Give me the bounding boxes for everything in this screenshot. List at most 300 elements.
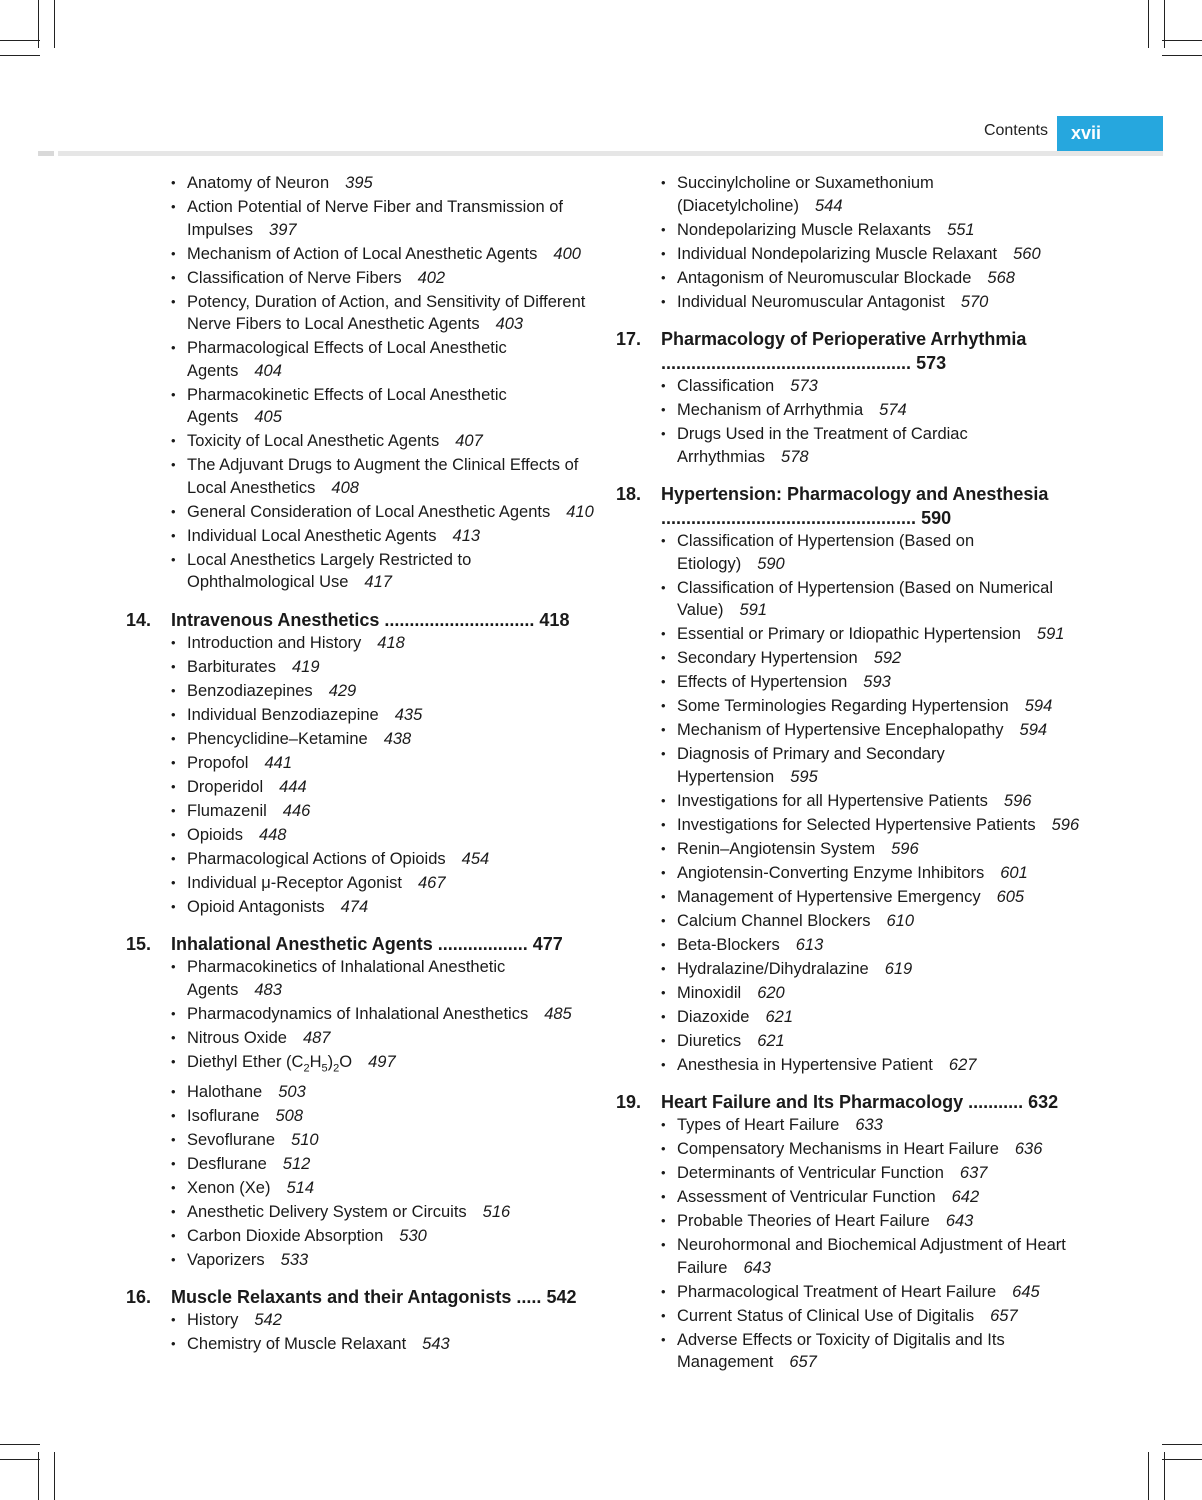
- bullet-icon: •: [661, 746, 666, 761]
- bullet-icon: •: [171, 778, 176, 794]
- toc-item-title: Pharmacokinetic Effects of Local Anesthetic Agents: [187, 385, 507, 426]
- bullet-icon: •: [661, 175, 666, 190]
- toc-item-title: Angiotensin-Converting Enzyme Inhibitors: [677, 863, 985, 882]
- toc-item: [661, 1305, 1086, 1328]
- chapter-heading: [616, 482, 1086, 530]
- toc-item-title: Carbon Dioxide Absorption: [187, 1226, 384, 1245]
- bullet-icon: •: [171, 658, 176, 674]
- toc-item-title: Anesthesia in Hypertensive Patient: [677, 1055, 933, 1074]
- bullet-icon: •: [661, 533, 666, 548]
- toc-item-page: 510: [291, 1130, 319, 1149]
- bullet-icon: •: [171, 199, 176, 214]
- toc-item: [171, 1309, 596, 1332]
- toc-item-page: 405: [254, 408, 282, 426]
- toc-item: [661, 934, 1086, 957]
- toc-item-title: Secondary Hypertension: [677, 649, 858, 667]
- toc-item-page: 595: [790, 767, 818, 786]
- toc-item-page: 570: [960, 292, 989, 311]
- toc-item-title: Individual Neuromuscular Antagonist: [677, 292, 945, 311]
- toc-item-page: 454: [461, 849, 490, 868]
- toc-item-title: Individual μ-Receptor Agonist: [187, 873, 402, 892]
- bullet-icon: •: [661, 650, 666, 665]
- chapter-number: 17.: [616, 329, 642, 349]
- toc-item-page: 403: [495, 315, 524, 333]
- bullet-icon: •: [661, 840, 666, 856]
- toc-item: [661, 530, 1086, 575]
- toc-item-title: The Adjuvant Drugs to Augment the Clinical Effects of Local Anesthetics: [187, 456, 579, 497]
- chapter-leader-dots: ...................................................: [661, 508, 922, 528]
- toc-item-title: Minoxidil: [677, 983, 742, 1002]
- bullet-icon: •: [171, 269, 176, 285]
- toc-item: [661, 814, 1086, 837]
- toc-item-title: Barbiturates: [187, 657, 276, 676]
- toc-item-page: 596: [1003, 791, 1032, 810]
- toc-item-page: 429: [328, 681, 357, 700]
- toc-item-page: 438: [383, 729, 412, 748]
- crop-mark: [1148, 1452, 1149, 1500]
- bullet-icon: •: [661, 245, 666, 261]
- crop-mark: [0, 1444, 40, 1445]
- left-column: [126, 172, 596, 1357]
- header-rule: [58, 151, 1163, 156]
- bullet-icon: •: [661, 579, 666, 595]
- toc-item-page: 435: [394, 705, 423, 724]
- toc-item-title: Potency, Duration of Action, and Sensitivity of Different Nerve Fibers to Local Anesthetic Agents: [187, 292, 586, 333]
- toc-item: [661, 1138, 1086, 1161]
- toc-item-list: [126, 1309, 596, 1356]
- toc-item-page: 594: [1019, 721, 1048, 739]
- toc-item: [661, 375, 1086, 398]
- bullet-icon: •: [171, 551, 176, 567]
- toc-item: [171, 656, 596, 679]
- bullet-icon: •: [171, 754, 176, 770]
- toc-item: [171, 1129, 596, 1152]
- toc-item: [661, 671, 1086, 694]
- crop-mark: [1148, 0, 1149, 48]
- toc-item-title: Mechanism of Arrhythmia: [677, 401, 864, 419]
- toc-item-list: [616, 1114, 1086, 1374]
- bullet-icon: •: [171, 503, 176, 519]
- bullet-icon: •: [171, 850, 176, 866]
- toc-item-page: 578: [781, 447, 809, 466]
- toc-item: [661, 1030, 1086, 1053]
- chapter-title-line: [171, 1285, 596, 1309]
- toc-item-page: 642: [951, 1188, 980, 1206]
- toc-item: [171, 1225, 596, 1248]
- toc-item: [171, 632, 596, 655]
- toc-item: [171, 1249, 596, 1272]
- bullet-icon: •: [171, 1131, 176, 1147]
- toc-item-page: 514: [286, 1178, 314, 1197]
- bullet-icon: •: [171, 874, 176, 890]
- toc-item-page: 418: [377, 633, 405, 652]
- toc-item-title: Nitrous Oxide: [187, 1028, 287, 1047]
- toc-item-title: Probable Theories of Heart Failure: [677, 1212, 930, 1230]
- toc-item: [661, 1281, 1086, 1304]
- toc-item-list: [126, 172, 596, 594]
- toc-item-list: [616, 172, 1086, 313]
- toc-item-page: 657: [789, 1353, 817, 1371]
- toc-item-page: 446: [282, 801, 311, 820]
- chapter-leader-dots: ...........: [963, 1092, 1029, 1112]
- toc-item-title: Calcium Channel Blockers: [677, 911, 871, 930]
- toc-item-page: 551: [947, 220, 975, 239]
- bullet-icon: •: [661, 1331, 666, 1347]
- toc-item-list: [616, 375, 1086, 468]
- chapter-title-line: [171, 608, 596, 632]
- toc-item-page: 444: [279, 777, 307, 796]
- bullet-icon: •: [171, 730, 176, 746]
- toc-item-title: Drugs Used in the Treatment of Cardiac Arrhythmias: [677, 425, 968, 466]
- toc-item: [171, 549, 596, 594]
- bullet-icon: •: [171, 634, 176, 650]
- toc-item: [661, 1162, 1086, 1185]
- toc-item-page: 410: [566, 502, 594, 521]
- toc-item-page: 596: [891, 839, 919, 858]
- toc-item: [171, 1177, 596, 1200]
- toc-item: [171, 454, 596, 499]
- toc-item-title: Management of Hypertensive Emergency: [677, 887, 981, 906]
- chapter-number: 16.: [126, 1287, 152, 1308]
- toc-item-title: Classification of Nerve Fibers: [187, 268, 402, 287]
- chapter-title: Inhalational Anesthetic Agents: [171, 934, 433, 954]
- bullet-icon: •: [661, 698, 666, 713]
- toc-item-page: 591: [739, 601, 768, 619]
- toc-item: [171, 1105, 596, 1128]
- toc-item-page: 404: [254, 361, 282, 380]
- chapter-heading: [616, 1090, 1086, 1114]
- bullet-icon: •: [171, 1312, 176, 1328]
- bullet-icon: •: [171, 1251, 176, 1267]
- chapter-title-line: [661, 327, 1086, 375]
- toc-item: [661, 423, 1086, 468]
- bullet-icon: •: [661, 1189, 666, 1204]
- toc-item-title: Investigations for Selected Hypertensive Patients: [677, 815, 1036, 834]
- toc-item-title: General Consideration of Local Anesthetic Agents: [187, 502, 551, 521]
- bullet-icon: •: [171, 706, 176, 722]
- toc-item-title: Mechanism of Hypertensive Encephalopathy: [677, 721, 1004, 739]
- toc-item-page: 594: [1024, 697, 1053, 715]
- toc-item-title: Pharmacokinetics of Inhalational Anesthetic Agents: [187, 958, 506, 999]
- toc-item: [171, 752, 596, 775]
- toc-item: [171, 1027, 596, 1050]
- bullet-icon: •: [661, 960, 666, 976]
- toc-item-title: Nondepolarizing Muscle Relaxants: [677, 220, 932, 239]
- chapter-title-line: [661, 482, 1086, 530]
- toc-item-title: Isoflurane: [187, 1106, 260, 1125]
- crop-mark: [54, 1452, 55, 1500]
- chapter-heading: [126, 1285, 596, 1309]
- toc-item-page: 568: [987, 268, 1015, 287]
- toc-item-title: Classification of Hypertension (Based on Numerical Value): [677, 578, 1054, 619]
- chapter-title-line: [661, 1090, 1086, 1114]
- bullet-icon: •: [171, 433, 176, 448]
- toc-item: [171, 384, 596, 429]
- toc-item-page: 474: [340, 897, 369, 916]
- bullet-icon: •: [661, 1117, 666, 1132]
- toc-item: [661, 1210, 1086, 1233]
- toc-item: [171, 872, 596, 895]
- bullet-icon: •: [661, 1307, 666, 1323]
- toc-item-title: Neurohormonal and Biochemical Adjustment of Heart Failure: [677, 1236, 1066, 1277]
- crop-mark: [1162, 1459, 1202, 1460]
- toc-item: [171, 728, 596, 751]
- bullet-icon: •: [661, 1008, 666, 1024]
- toc-item-title: Beta-Blockers: [677, 935, 780, 954]
- toc-item-page: 621: [765, 1007, 793, 1026]
- toc-item-title: Individual Nondepolarizing Muscle Relaxant: [677, 244, 998, 263]
- bullet-icon: •: [171, 175, 176, 190]
- chapter-leader-dots: ..............................: [379, 609, 540, 630]
- toc-item-title: Propofol: [187, 753, 249, 772]
- chapter-page: 632: [1028, 1092, 1059, 1112]
- bullet-icon: •: [661, 426, 666, 441]
- toc-item-title: Chemistry of Muscle Relaxant: [187, 1335, 407, 1354]
- toc-item: [171, 267, 596, 290]
- toc-item-page: 591: [1036, 625, 1065, 643]
- bullet-icon: •: [661, 792, 666, 808]
- bullet-icon: •: [171, 245, 176, 261]
- toc-item-page: 592: [873, 649, 902, 667]
- toc-item-page: 590: [757, 554, 785, 573]
- chapter-section: [126, 608, 596, 919]
- bullet-icon: •: [661, 293, 666, 309]
- toc-item-page: 657: [990, 1306, 1018, 1325]
- toc-item-list: [616, 530, 1086, 1076]
- toc-item-title: Flumazenil: [187, 801, 267, 820]
- toc-item-title: Current Status of Clinical Use of Digitalis: [677, 1306, 975, 1325]
- toc-item-page: 593: [863, 673, 891, 691]
- toc-item-title: Desflurane: [187, 1154, 267, 1173]
- toc-item-page: 407: [455, 432, 483, 450]
- toc-item-page: 574: [879, 401, 907, 419]
- toc-item-page: 417: [364, 573, 392, 591]
- bullet-icon: •: [661, 722, 666, 737]
- toc-item: [661, 219, 1086, 242]
- toc-item-title: Hydralazine/Dihydralazine: [677, 959, 869, 978]
- toc-item-page: 400: [553, 244, 581, 263]
- bullet-icon: •: [661, 674, 666, 689]
- toc-item-page: 419: [291, 657, 320, 676]
- chapter-heading: [616, 327, 1086, 375]
- toc-item-page: 530: [399, 1226, 427, 1245]
- toc-item: [661, 695, 1086, 718]
- toc-item-page: 413: [452, 526, 481, 545]
- toc-item: [171, 1051, 596, 1080]
- toc-item-page: 613: [795, 935, 824, 954]
- toc-item-page: 467: [417, 873, 446, 892]
- toc-item-page: 560: [1013, 244, 1041, 263]
- toc-item-title: Pharmacological Effects of Local Anesthetic Agents: [187, 339, 507, 380]
- toc-item-page: 402: [417, 268, 446, 287]
- toc-item-page: 497: [368, 1052, 396, 1071]
- toc-item-title: Individual Local Anesthetic Agents: [187, 526, 437, 545]
- toc-item-title: Toxicity of Local Anesthetic Agents: [187, 432, 440, 450]
- toc-item-title: Benzodiazepines: [187, 681, 313, 700]
- bullet-icon: •: [171, 898, 176, 914]
- toc-item-list: [126, 632, 596, 919]
- toc-item: [661, 267, 1086, 290]
- toc-item: [171, 196, 596, 241]
- bullet-icon: •: [171, 1083, 176, 1099]
- crop-mark: [54, 0, 55, 48]
- bullet-icon: •: [171, 682, 176, 698]
- toc-item-page: 645: [1012, 1282, 1040, 1301]
- toc-item: [661, 623, 1086, 646]
- toc-item: [661, 958, 1086, 981]
- toc-item-page: 483: [254, 980, 282, 999]
- toc-item-title: Classification of Hypertension (Based on Etiology): [677, 532, 975, 573]
- toc-item-title: Diuretics: [677, 1031, 742, 1050]
- chapter-title-line: [171, 932, 596, 956]
- toc-item-title: Renin–Angiotensin System: [677, 839, 876, 858]
- toc-item-title: Adverse Effects or Toxicity of Digitalis and Its Management: [677, 1330, 1005, 1371]
- toc-item-title: Local Anesthetics Largely Restricted to Ophthalmological Use: [187, 550, 472, 591]
- bullet-icon: •: [661, 402, 666, 417]
- toc-item-title: Sevoflurane: [187, 1130, 276, 1149]
- bullet-icon: •: [661, 1032, 666, 1048]
- toc-item: [661, 172, 1086, 217]
- toc-item-page: 627: [948, 1055, 977, 1074]
- toc-item: [171, 501, 596, 524]
- chapter-leader-dots: .....: [511, 1287, 547, 1308]
- toc-item-title: Types of Heart Failure: [677, 1116, 840, 1134]
- chapter-heading: [126, 608, 596, 632]
- bullet-icon: •: [171, 457, 176, 472]
- chapter-page: 542: [546, 1287, 577, 1308]
- bullet-icon: •: [171, 386, 176, 402]
- toc-item: [171, 430, 596, 453]
- chapter-title: Intravenous Anesthetics: [171, 609, 380, 630]
- crop-mark: [0, 1459, 40, 1460]
- toc-item-title: Anatomy of Neuron: [187, 174, 330, 192]
- chapter-section: [616, 1090, 1086, 1374]
- toc-item-title: Introduction and History: [187, 633, 362, 652]
- toc-item: [171, 337, 596, 382]
- toc-item-page: 643: [945, 1212, 974, 1230]
- bullet-icon: •: [171, 1029, 176, 1045]
- toc-item: [171, 291, 596, 336]
- toc-item: [661, 577, 1086, 622]
- bullet-icon: •: [661, 1141, 666, 1156]
- crop-mark: [0, 55, 40, 56]
- bullet-icon: •: [171, 293, 176, 309]
- bullet-icon: •: [661, 221, 666, 237]
- toc-item: [171, 824, 596, 847]
- chapter-title: Muscle Relaxants and their Antagonists: [171, 1287, 512, 1308]
- toc-item: [661, 838, 1086, 861]
- toc-item-title: Succinylcholine or Suxamethonium (Diacetylcholine): [677, 174, 934, 215]
- crop-mark: [1162, 55, 1202, 56]
- toc-item: [171, 704, 596, 727]
- chapter-page: 477: [532, 934, 563, 954]
- toc-item: [661, 647, 1086, 670]
- toc-item-title: Mechanism of Action of Local Anesthetic Agents: [187, 244, 538, 263]
- toc-item-page: 508: [275, 1106, 303, 1125]
- page-number-tab: xvii: [1057, 116, 1163, 151]
- bullet-icon: •: [661, 378, 666, 393]
- toc-item-page: 605: [996, 887, 1025, 906]
- chapter-section: [126, 932, 596, 1271]
- toc-item: [171, 243, 596, 266]
- toc-item: [661, 910, 1086, 933]
- toc-item-page: 516: [482, 1202, 511, 1221]
- bullet-icon: •: [661, 1283, 666, 1299]
- bullet-icon: •: [661, 984, 666, 1000]
- toc-item-page: 395: [345, 174, 373, 192]
- toc-item-title: Classification: [677, 377, 775, 395]
- toc-item-title: Xenon (Xe): [187, 1178, 271, 1197]
- continued-section: [616, 172, 1086, 313]
- toc-item-title: Diethyl Ether $(C_2H_5)_2O$: [187, 1052, 353, 1074]
- toc-item-page: 596: [1051, 815, 1080, 834]
- crop-mark: [1162, 40, 1202, 41]
- bullet-icon: •: [171, 959, 176, 974]
- toc-item-title: History: [187, 1311, 239, 1330]
- bullet-icon: •: [171, 1155, 176, 1171]
- bullet-icon: •: [661, 912, 666, 928]
- toc-item-title: Phencyclidine–Ketamine: [187, 729, 368, 748]
- toc-item-page: 619: [884, 959, 913, 978]
- toc-item-title: Determinants of Ventricular Function: [677, 1164, 944, 1182]
- toc-item: [661, 790, 1086, 813]
- toc-item-title: Diagnosis of Primary and Secondary Hypertension: [677, 745, 945, 786]
- chapter-leader-dots: ..................: [432, 934, 533, 954]
- toc-item-page: 643: [743, 1258, 771, 1277]
- toc-item-page: 448: [258, 825, 287, 844]
- toc-item-title: Droperidol: [187, 777, 264, 796]
- toc-item-page: 573: [790, 377, 818, 395]
- toc-item: [171, 956, 596, 1001]
- toc-item-title: Action Potential of Nerve Fiber and Transmission of Impulses: [187, 198, 564, 239]
- toc-item: [661, 982, 1086, 1005]
- crop-mark: [1162, 1444, 1202, 1445]
- toc-item: [171, 776, 596, 799]
- toc-item-page: 637: [959, 1164, 988, 1182]
- toc-item: [661, 1234, 1086, 1279]
- chapter-title: Heart Failure and Its Pharmacology: [661, 1092, 964, 1112]
- bullet-icon: •: [661, 626, 666, 641]
- toc-item: [661, 243, 1086, 266]
- bullet-icon: •: [661, 1165, 666, 1180]
- toc-item-title: Investigations for all Hypertensive Patients: [677, 791, 988, 810]
- bullet-icon: •: [661, 936, 666, 952]
- chapter-section: [616, 327, 1086, 468]
- bullet-icon: •: [661, 269, 666, 285]
- bullet-icon: •: [661, 888, 666, 904]
- bullet-icon: •: [171, 340, 176, 355]
- bullet-icon: •: [661, 864, 666, 880]
- toc-item: [171, 896, 596, 919]
- toc-item: [661, 1329, 1086, 1374]
- chapter-number: 19.: [616, 1092, 642, 1112]
- toc-item: [661, 886, 1086, 909]
- toc-item-page: 636: [1014, 1140, 1043, 1158]
- toc-item-page: 503: [278, 1082, 306, 1101]
- toc-item-page: 441: [264, 753, 292, 772]
- right-column: [616, 172, 1086, 1375]
- toc-item-title: Pharmacological Actions of Opioids: [187, 849, 446, 868]
- bullet-icon: •: [171, 802, 176, 818]
- continued-section: [126, 172, 596, 594]
- toc-item: [171, 1153, 596, 1176]
- bullet-icon: •: [171, 1227, 176, 1243]
- chapter-title: Hypertension: Pharmacology and Anesthesia: [661, 484, 1049, 504]
- bullet-icon: •: [661, 816, 666, 832]
- toc-item-page: 543: [422, 1335, 450, 1354]
- bullet-icon: •: [171, 527, 176, 543]
- toc-item-page: 487: [302, 1028, 331, 1047]
